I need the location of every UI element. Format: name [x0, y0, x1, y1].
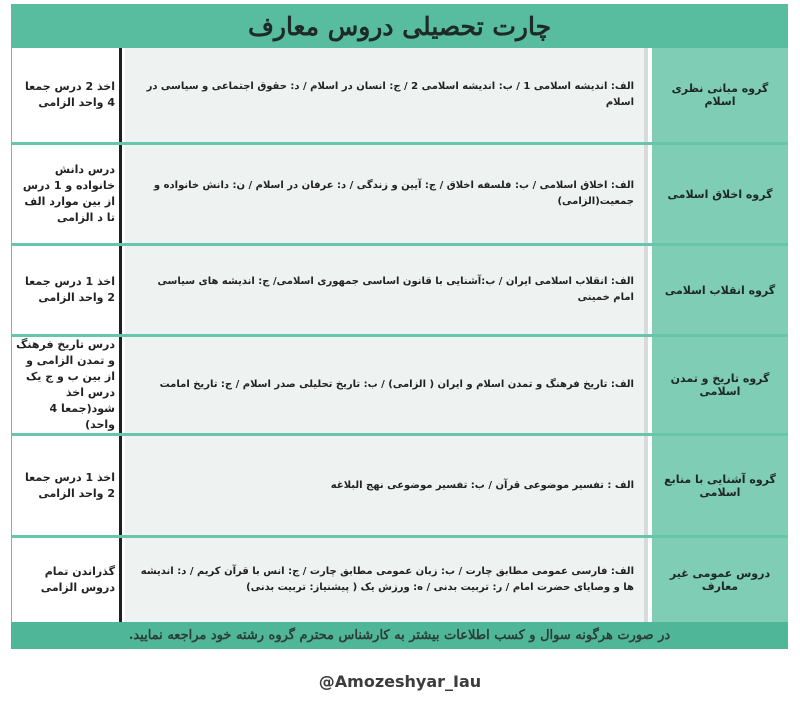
table-row	[12, 538, 788, 622]
group-cell: گروه اخلاق اسلامی	[652, 145, 788, 243]
summary-cell: اخذ 2 درس جمعا 4 واحد الزامی	[12, 48, 122, 142]
table-row	[12, 337, 788, 433]
footer-bar	[11, 622, 788, 649]
chart-frame	[11, 4, 788, 649]
group-cell: گروه تاریخ و تمدن اسلامی	[652, 337, 788, 433]
table-row	[12, 48, 788, 142]
page-title: چارت تحصیلی دروس معارف	[247, 11, 552, 41]
summary-cell: درس دانش خانواده و 1 درس از بین موارد الف تا د الزامی	[12, 145, 122, 243]
summary-cell: گذراندن تمام دروس الزامی	[12, 538, 122, 622]
summary-cell: درس تاریخ فرهنگ و تمدن الزامی و از بین ب و ج یک درس اخذ شود(جمعا 4 واحد)	[12, 337, 122, 433]
group-cell: گروه انقلاب اسلامی	[652, 246, 788, 334]
courses-cell: الف: اندیشه اسلامی 1 / ب: اندیشه اسلامی 2 / ج: انسان در اسلام / د: حقوق اجتماعی و سیاسی در اسلام	[125, 48, 648, 142]
courses-cell: الف: تاریخ فرهنگ و تمدن اسلام و ایران ( الزامی) / ب: تاریخ تحلیلی صدر اسلام / ج: تاریخ امامت	[125, 337, 648, 433]
summary-cell: اخذ 1 درس جمعا 2 واحد الزامی	[12, 436, 122, 535]
course-table	[12, 48, 788, 622]
courses-cell: الف : تفسیر موضوعی قرآن / ب: تفسیر موضوعی نهج البلاغه	[125, 436, 648, 535]
channel-handle: @Amozeshyar_Iau	[318, 672, 482, 691]
courses-cell: الف: فارسی عمومی مطابق چارت / ب: زبان عمومی مطابق چارت / ج: انس با قرآن کریم / د: اندیشه ها و وصایای حضرت امام / ر: تربیت بدنی / ه: ورزش یک ( پیشنیاز: تربیت بدنی)	[125, 538, 648, 622]
courses-cell: الف: اخلاق اسلامی / ب: فلسفه اخلاق / ج: آیین و زندگی / د: عرفان در اسلام / ن: دانش خانواده و جمعیت(الزامی)	[125, 145, 648, 243]
courses-cell: الف: انقلاب اسلامی ایران / ب:آشنایی با قانون اساسی جمهوری اسلامی/ ج: اندیشه های سیاسی امام خمینی	[125, 246, 648, 334]
summary-cell: اخذ 1 درس جمعا 2 واحد الزامی	[12, 246, 122, 334]
group-cell: دروس عمومی غیر معارف	[652, 538, 788, 622]
table-row	[12, 145, 788, 243]
footer-note: در صورت هرگونه سوال و کسب اطلاعات بیشتر به کارشناس محترم گروه رشته خود مراجعه نمایید.	[128, 628, 671, 643]
group-cell: گروه مبانی نظری اسلام	[652, 48, 788, 142]
table-row	[12, 436, 788, 535]
title-bar	[11, 4, 788, 48]
table-row	[12, 246, 788, 334]
group-cell: گروه آشنایی با منابع اسلامی	[652, 436, 788, 535]
